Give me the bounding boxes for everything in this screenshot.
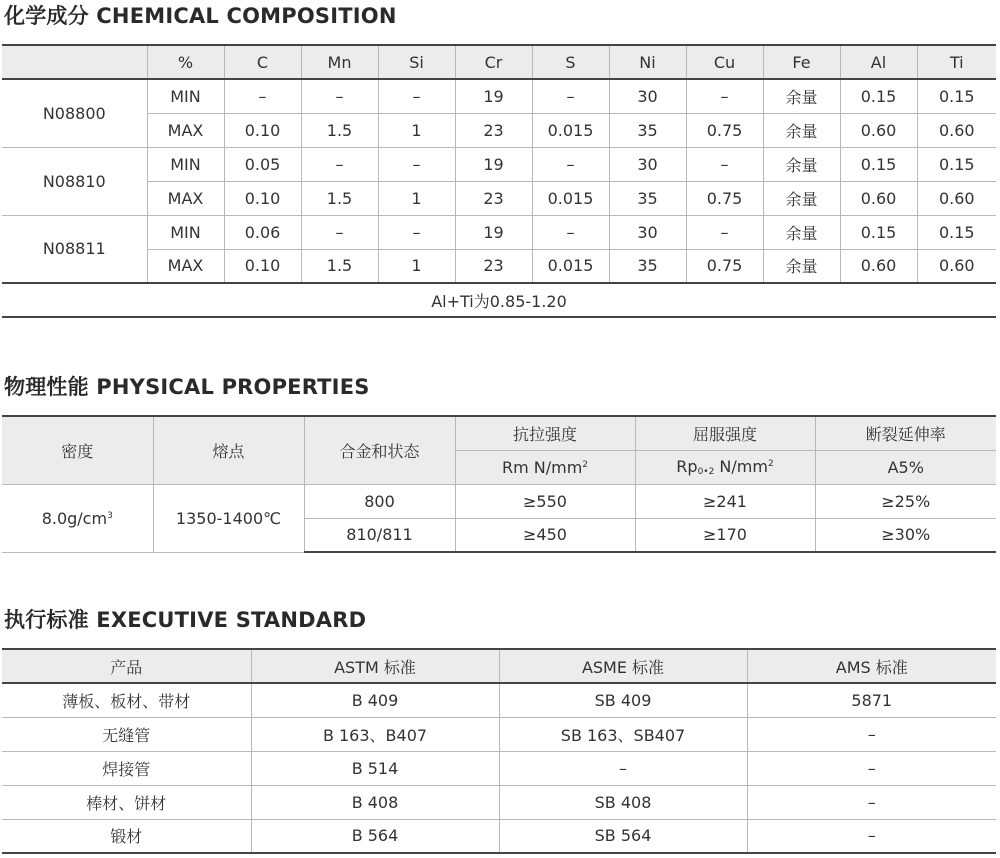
composition-value-cell: 35 — [609, 249, 686, 283]
composition-value-cell: 30 — [609, 79, 686, 113]
composition-value-cell: 0.015 — [532, 181, 609, 215]
standard-code-cell: B 514 — [251, 751, 499, 785]
standard-section-title: 执行标准 EXECUTIVE STANDARD — [4, 608, 367, 632]
limit-type-cell: MIN — [147, 147, 224, 181]
composition-value-cell: 余量 — [763, 181, 840, 215]
composition-value-cell: – — [686, 147, 763, 181]
composition-value-cell: 35 — [609, 181, 686, 215]
product-cell: 棒材、饼材 — [2, 785, 251, 819]
composition-value-cell: 余量 — [763, 79, 840, 113]
al-ti-note: Al+Ti为0.85-1.20 — [2, 283, 996, 317]
composition-value-cell: – — [301, 215, 378, 249]
grade-name-cell: N08810 — [2, 147, 147, 215]
composition-value-cell: – — [301, 147, 378, 181]
composition-value-cell: 0.06 — [224, 215, 301, 249]
header-cell-si: Si — [378, 45, 455, 79]
composition-value-cell: 30 — [609, 147, 686, 181]
composition-value-cell: 0.60 — [917, 181, 996, 215]
composition-value-cell: 1.5 — [301, 249, 378, 283]
composition-value-cell: 余量 — [763, 113, 840, 147]
composition-value-cell: 0.75 — [686, 181, 763, 215]
table-row — [2, 683, 996, 717]
composition-value-cell: 0.15 — [917, 79, 996, 113]
composition-value-cell: 0.60 — [917, 113, 996, 147]
composition-value-cell: – — [686, 79, 763, 113]
tensile-cell: ≥550 — [455, 484, 635, 518]
yield-cell: ≥170 — [635, 518, 815, 552]
composition-value-cell: 35 — [609, 113, 686, 147]
table-header-row — [2, 45, 996, 79]
limit-type-cell: MAX — [147, 181, 224, 215]
standard-code-cell: – — [499, 751, 747, 785]
header-cell-melting-point: 熔点 — [153, 416, 304, 484]
composition-value-cell: 1 — [378, 181, 455, 215]
composition-value-cell: 余量 — [763, 249, 840, 283]
header-cell-yield-unit: $Rp_{0•2}$ $N/mm^2$ — [635, 450, 815, 484]
header-cell-percent: % — [147, 45, 224, 79]
standard-code-cell: SB 408 — [499, 785, 747, 819]
header-cell-ni: Ni — [609, 45, 686, 79]
header-cell-fe: Fe — [763, 45, 840, 79]
table-row — [2, 249, 996, 283]
header-cell-astm: ASTM 标准 — [251, 649, 499, 683]
composition-value-cell: 0.15 — [840, 79, 917, 113]
standard-code-cell: 5871 — [747, 683, 996, 717]
table-row — [2, 181, 996, 215]
composition-value-cell: 30 — [609, 215, 686, 249]
standard-code-cell: – — [747, 717, 996, 751]
composition-value-cell: 0.15 — [840, 215, 917, 249]
composition-value-cell: – — [378, 79, 455, 113]
composition-value-cell: 0.15 — [840, 147, 917, 181]
table-row — [2, 717, 996, 751]
header-cell-cr: Cr — [455, 45, 532, 79]
standard-code-cell: – — [747, 751, 996, 785]
composition-value-cell: 19 — [455, 215, 532, 249]
limit-type-cell: MIN — [147, 79, 224, 113]
composition-value-cell: 0.75 — [686, 249, 763, 283]
standard-code-cell: – — [747, 819, 996, 853]
density-value: $8.0g/cm^3$ — [2, 484, 153, 552]
composition-value-cell: 0.10 — [224, 249, 301, 283]
alloy-state-cell: 810/811 — [304, 518, 455, 552]
composition-value-cell: 0.60 — [840, 249, 917, 283]
yield-cell: ≥241 — [635, 484, 815, 518]
standard-code-cell: SB 564 — [499, 819, 747, 853]
standard-code-cell: B 564 — [251, 819, 499, 853]
table-header-row — [2, 416, 996, 450]
product-cell: 薄板、板材、带材 — [2, 683, 251, 717]
table-note-row — [2, 283, 996, 317]
header-cell-yield-strength: 屈服强度 — [635, 416, 815, 450]
composition-value-cell: 0.60 — [917, 249, 996, 283]
limit-type-cell: MAX — [147, 113, 224, 147]
composition-value-cell: 0.60 — [840, 113, 917, 147]
header-cell-tensile-unit: Rm $N/mm^2$ — [455, 450, 635, 484]
header-cell-blank — [2, 45, 147, 79]
composition-value-cell: – — [532, 215, 609, 249]
limit-type-cell: MAX — [147, 249, 224, 283]
product-cell: 焊接管 — [2, 751, 251, 785]
tensile-cell: ≥450 — [455, 518, 635, 552]
header-cell-s: S — [532, 45, 609, 79]
chemical-section-title: 化学成分 CHEMICAL COMPOSITION — [4, 4, 397, 28]
header-cell-elongation-unit: A5% — [815, 450, 996, 484]
header-cell-ams: AMS 标准 — [747, 649, 996, 683]
composition-value-cell: 19 — [455, 147, 532, 181]
header-cell-al: Al — [840, 45, 917, 79]
standard-code-cell: B 408 — [251, 785, 499, 819]
physical-properties-table — [2, 415, 996, 553]
composition-value-cell: 1 — [378, 113, 455, 147]
composition-value-cell: – — [686, 215, 763, 249]
table-row — [2, 484, 996, 518]
standard-code-cell: – — [747, 785, 996, 819]
elongation-cell: ≥25% — [815, 484, 996, 518]
header-cell-asme: ASME 标准 — [499, 649, 747, 683]
composition-value-cell: – — [532, 79, 609, 113]
header-cell-cu: Cu — [686, 45, 763, 79]
standard-code-cell: SB 409 — [499, 683, 747, 717]
composition-value-cell: – — [532, 147, 609, 181]
chemical-composition-table — [2, 44, 996, 318]
header-cell-alloy-state: 合金和状态 — [304, 416, 455, 484]
composition-value-cell: 0.60 — [840, 181, 917, 215]
composition-value-cell: 1.5 — [301, 113, 378, 147]
composition-value-cell: 余量 — [763, 147, 840, 181]
composition-value-cell: 余量 — [763, 215, 840, 249]
grade-name-cell: N08800 — [2, 79, 147, 147]
alloy-state-cell: 800 — [304, 484, 455, 518]
composition-value-cell: 0.10 — [224, 181, 301, 215]
header-cell-c: C — [224, 45, 301, 79]
composition-value-cell: 23 — [455, 113, 532, 147]
composition-value-cell: 0.10 — [224, 113, 301, 147]
composition-value-cell: 0.15 — [917, 147, 996, 181]
composition-value-cell: 19 — [455, 79, 532, 113]
limit-type-cell: MIN — [147, 215, 224, 249]
table-row — [2, 113, 996, 147]
header-cell-mn: Mn — [301, 45, 378, 79]
table-row — [2, 751, 996, 785]
table-row — [2, 147, 996, 181]
standard-code-cell: B 163、B407 — [251, 717, 499, 751]
composition-value-cell: – — [378, 215, 455, 249]
header-cell-ti: Ti — [917, 45, 996, 79]
composition-value-cell: 0.75 — [686, 113, 763, 147]
product-cell: 锻材 — [2, 819, 251, 853]
table-row — [2, 785, 996, 819]
composition-value-cell: 23 — [455, 181, 532, 215]
table-row — [2, 215, 996, 249]
composition-value-cell: – — [224, 79, 301, 113]
composition-value-cell: 0.015 — [532, 113, 609, 147]
standard-code-cell: SB 163、SB407 — [499, 717, 747, 751]
table-row — [2, 79, 996, 113]
header-cell-tensile-strength: 抗拉强度 — [455, 416, 635, 450]
composition-value-cell: 23 — [455, 249, 532, 283]
elongation-cell: ≥30% — [815, 518, 996, 552]
composition-value-cell: – — [301, 79, 378, 113]
header-cell-elongation: 断裂延伸率 — [815, 416, 996, 450]
table-header-row — [2, 649, 996, 683]
executive-standard-table — [2, 648, 996, 854]
composition-value-cell: 1.5 — [301, 181, 378, 215]
product-cell: 无缝管 — [2, 717, 251, 751]
composition-value-cell: 0.15 — [917, 215, 996, 249]
melting-point-value: 1350-1400℃ — [153, 484, 304, 552]
composition-value-cell: 0.015 — [532, 249, 609, 283]
grade-name-cell: N08811 — [2, 215, 147, 283]
header-cell-product: 产品 — [2, 649, 251, 683]
physical-section-title: 物理性能 PHYSICAL PROPERTIES — [4, 375, 370, 399]
standard-code-cell: B 409 — [251, 683, 499, 717]
composition-value-cell: – — [378, 147, 455, 181]
header-cell-density: 密度 — [2, 416, 153, 484]
composition-value-cell: 0.05 — [224, 147, 301, 181]
composition-value-cell: 1 — [378, 249, 455, 283]
table-row — [2, 819, 996, 853]
